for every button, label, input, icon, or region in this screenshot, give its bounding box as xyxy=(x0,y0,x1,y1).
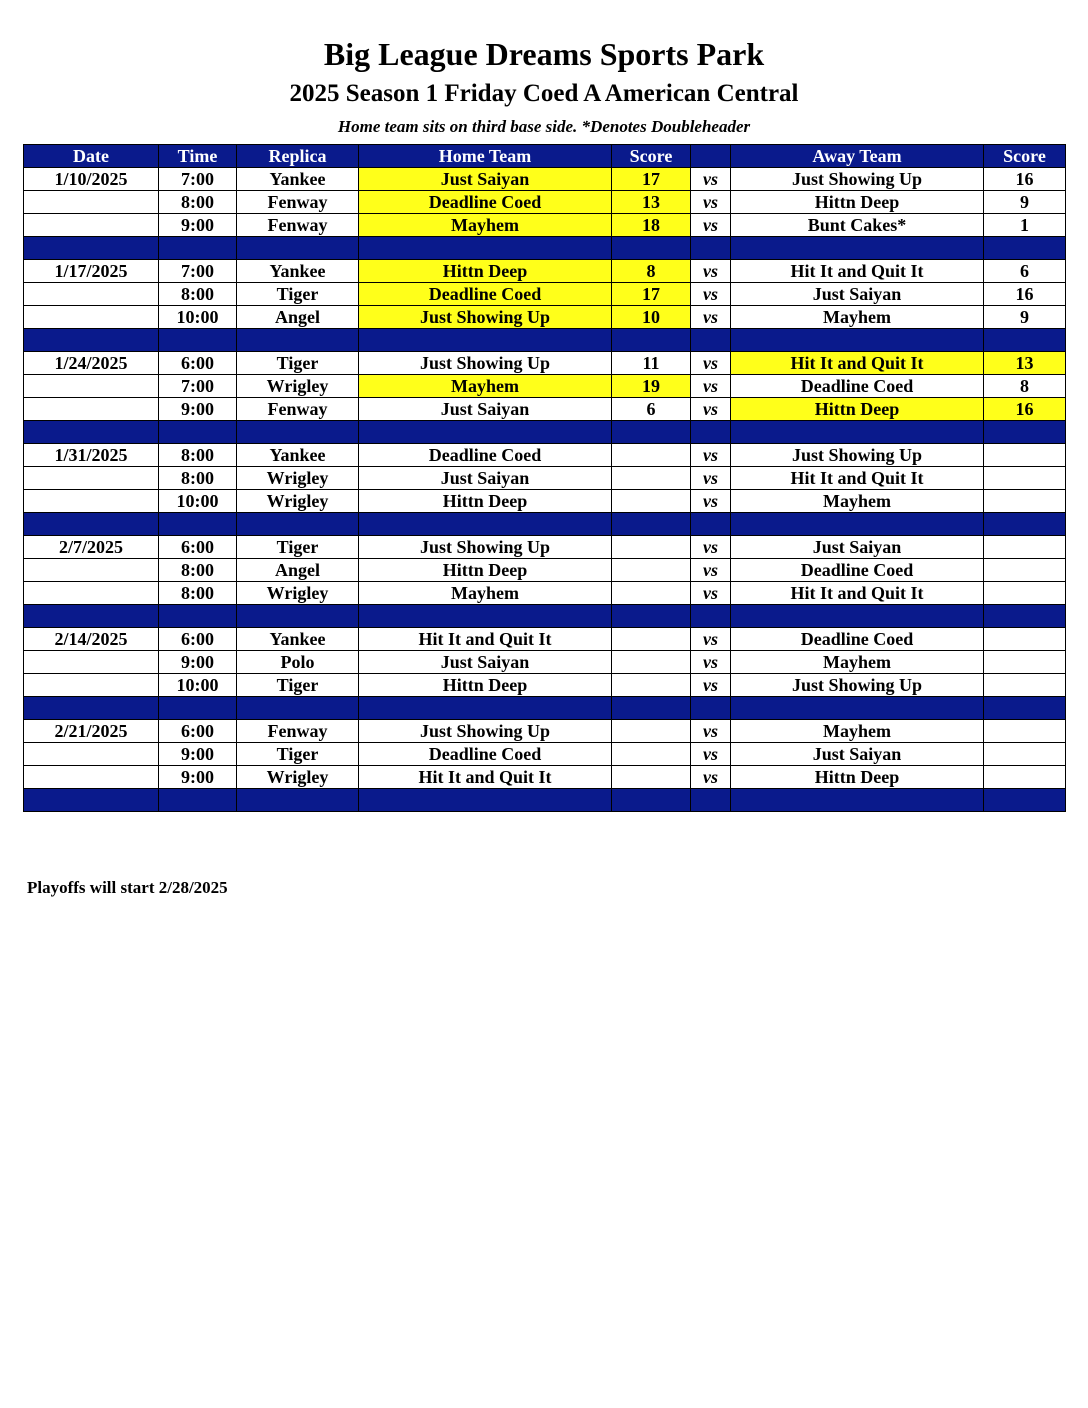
separator-cell xyxy=(159,329,237,352)
game-time: 6:00 xyxy=(159,352,237,375)
home-score xyxy=(612,536,691,559)
home-team: Just Showing Up xyxy=(359,536,612,559)
game-time: 10:00 xyxy=(159,674,237,697)
game-date: 1/10/2025 xyxy=(24,168,159,191)
away-score xyxy=(984,490,1066,513)
separator-cell xyxy=(612,789,691,812)
vs-label: vs xyxy=(691,674,731,697)
home-score: 6 xyxy=(612,398,691,421)
playoffs-note: Playoffs will start 2/28/2025 xyxy=(27,878,228,897)
game-row xyxy=(24,559,1066,582)
game-row xyxy=(24,467,1066,490)
col-header-date: Date xyxy=(24,145,159,168)
separator-cell xyxy=(612,237,691,260)
vs-label: vs xyxy=(691,168,731,191)
game-row xyxy=(24,260,1066,283)
game-row xyxy=(24,283,1066,306)
page-note: Home team sits on third base side. *Denotes Doubleheader xyxy=(337,117,751,136)
game-replica: Angel xyxy=(237,559,359,582)
home-team: Mayhem xyxy=(359,582,612,605)
game-row xyxy=(24,352,1066,375)
separator-cell xyxy=(237,513,359,536)
game-time: 7:00 xyxy=(159,260,237,283)
away-score: 8 xyxy=(984,375,1066,398)
game-date xyxy=(24,582,159,605)
page-subtitle: 2025 Season 1 Friday Coed A American Central xyxy=(289,80,799,107)
separator-cell xyxy=(159,237,237,260)
schedule-table xyxy=(23,144,1066,812)
header-row xyxy=(24,145,1066,168)
vs-label: vs xyxy=(691,490,731,513)
home-score: 17 xyxy=(612,168,691,191)
vs-label: vs xyxy=(691,559,731,582)
game-date xyxy=(24,191,159,214)
separator-cell xyxy=(24,421,159,444)
game-replica: Tiger xyxy=(237,352,359,375)
home-team: Hittn Deep xyxy=(359,260,612,283)
away-score: 16 xyxy=(984,398,1066,421)
home-score xyxy=(612,582,691,605)
vs-label: vs xyxy=(691,766,731,789)
game-date: 2/21/2025 xyxy=(24,720,159,743)
game-replica: Yankee xyxy=(237,260,359,283)
away-score xyxy=(984,674,1066,697)
game-row xyxy=(24,651,1066,674)
game-replica: Tiger xyxy=(237,674,359,697)
separator-cell xyxy=(359,329,612,352)
game-row xyxy=(24,766,1066,789)
game-date xyxy=(24,467,159,490)
vs-label: vs xyxy=(691,720,731,743)
game-date xyxy=(24,214,159,237)
away-score xyxy=(984,766,1066,789)
separator-cell xyxy=(359,237,612,260)
game-date xyxy=(24,490,159,513)
separator-cell xyxy=(24,513,159,536)
home-score: 13 xyxy=(612,191,691,214)
home-score xyxy=(612,766,691,789)
home-team: Deadline Coed xyxy=(359,283,612,306)
separator-cell xyxy=(731,697,984,720)
separator-cell xyxy=(24,697,159,720)
separator-cell xyxy=(612,513,691,536)
away-team: Deadline Coed xyxy=(731,559,984,582)
separator-cell xyxy=(237,329,359,352)
away-score xyxy=(984,582,1066,605)
away-score xyxy=(984,651,1066,674)
home-team: Deadline Coed xyxy=(359,743,612,766)
week-separator-row xyxy=(24,789,1066,812)
separator-cell xyxy=(731,329,984,352)
game-row xyxy=(24,720,1066,743)
col-header-home-team: Home Team xyxy=(359,145,612,168)
separator-cell xyxy=(984,697,1066,720)
separator-cell xyxy=(984,513,1066,536)
home-score xyxy=(612,628,691,651)
home-team: Hittn Deep xyxy=(359,559,612,582)
away-team: Hittn Deep xyxy=(731,766,984,789)
vs-label: vs xyxy=(691,283,731,306)
game-row xyxy=(24,375,1066,398)
game-time: 9:00 xyxy=(159,743,237,766)
game-date xyxy=(24,398,159,421)
home-team: Hit It and Quit It xyxy=(359,628,612,651)
col-header-home-score: Score xyxy=(612,145,691,168)
game-time: 9:00 xyxy=(159,766,237,789)
home-score: 10 xyxy=(612,306,691,329)
separator-cell xyxy=(159,789,237,812)
separator-cell xyxy=(984,329,1066,352)
separator-cell xyxy=(359,421,612,444)
away-score xyxy=(984,743,1066,766)
vs-label: vs xyxy=(691,628,731,651)
game-time: 10:00 xyxy=(159,490,237,513)
game-time: 8:00 xyxy=(159,467,237,490)
game-date xyxy=(24,651,159,674)
away-score xyxy=(984,628,1066,651)
vs-label: vs xyxy=(691,375,731,398)
home-score xyxy=(612,490,691,513)
home-team: Just Showing Up xyxy=(359,352,612,375)
game-time: 8:00 xyxy=(159,191,237,214)
game-time: 9:00 xyxy=(159,651,237,674)
separator-cell xyxy=(359,605,612,628)
home-team: Deadline Coed xyxy=(359,444,612,467)
away-score xyxy=(984,559,1066,582)
separator-cell xyxy=(237,697,359,720)
game-time: 9:00 xyxy=(159,398,237,421)
away-score: 9 xyxy=(984,191,1066,214)
away-score: 16 xyxy=(984,168,1066,191)
home-score xyxy=(612,743,691,766)
home-team: Just Saiyan xyxy=(359,398,612,421)
game-row xyxy=(24,674,1066,697)
separator-cell xyxy=(691,605,731,628)
game-date xyxy=(24,766,159,789)
away-team: Just Saiyan xyxy=(731,283,984,306)
week-separator-row xyxy=(24,421,1066,444)
game-time: 8:00 xyxy=(159,559,237,582)
separator-cell xyxy=(237,237,359,260)
away-score xyxy=(984,467,1066,490)
vs-label: vs xyxy=(691,651,731,674)
week-separator-row xyxy=(24,697,1066,720)
game-replica: Yankee xyxy=(237,628,359,651)
away-score: 9 xyxy=(984,306,1066,329)
separator-cell xyxy=(691,697,731,720)
col-header-time: Time xyxy=(159,145,237,168)
game-row xyxy=(24,398,1066,421)
away-team: Hittn Deep xyxy=(731,398,984,421)
home-team: Just Saiyan xyxy=(359,651,612,674)
away-team: Hit It and Quit It xyxy=(731,582,984,605)
page-title: Big League Dreams Sports Park xyxy=(323,36,765,72)
game-row xyxy=(24,191,1066,214)
game-replica: Fenway xyxy=(237,720,359,743)
separator-cell xyxy=(984,237,1066,260)
away-team: Just Showing Up xyxy=(731,674,984,697)
game-replica: Polo xyxy=(237,651,359,674)
vs-label: vs xyxy=(691,582,731,605)
game-time: 6:00 xyxy=(159,628,237,651)
separator-cell xyxy=(691,237,731,260)
separator-cell xyxy=(731,237,984,260)
week-separator-row xyxy=(24,513,1066,536)
game-replica: Tiger xyxy=(237,283,359,306)
game-time: 6:00 xyxy=(159,720,237,743)
away-team: Just Showing Up xyxy=(731,444,984,467)
week-separator-row xyxy=(24,605,1066,628)
separator-cell xyxy=(691,329,731,352)
home-score: 19 xyxy=(612,375,691,398)
separator-cell xyxy=(159,697,237,720)
away-score xyxy=(984,720,1066,743)
home-team: Hittn Deep xyxy=(359,490,612,513)
game-date: 1/17/2025 xyxy=(24,260,159,283)
game-replica: Wrigley xyxy=(237,490,359,513)
separator-cell xyxy=(359,697,612,720)
vs-label: vs xyxy=(691,214,731,237)
separator-cell xyxy=(359,789,612,812)
week-separator-row xyxy=(24,237,1066,260)
away-team: Deadline Coed xyxy=(731,375,984,398)
game-row xyxy=(24,536,1066,559)
away-team: Just Saiyan xyxy=(731,743,984,766)
separator-cell xyxy=(984,605,1066,628)
away-team: Mayhem xyxy=(731,651,984,674)
away-team: Hittn Deep xyxy=(731,191,984,214)
separator-cell xyxy=(691,513,731,536)
game-replica: Tiger xyxy=(237,743,359,766)
col-header-away-team: Away Team xyxy=(731,145,984,168)
game-row xyxy=(24,743,1066,766)
game-date xyxy=(24,283,159,306)
away-team: Mayhem xyxy=(731,720,984,743)
home-score xyxy=(612,674,691,697)
game-row xyxy=(24,582,1066,605)
game-date xyxy=(24,743,159,766)
separator-cell xyxy=(612,697,691,720)
game-time: 7:00 xyxy=(159,375,237,398)
game-row xyxy=(24,306,1066,329)
vs-label: vs xyxy=(691,444,731,467)
separator-cell xyxy=(237,789,359,812)
game-date: 2/14/2025 xyxy=(24,628,159,651)
separator-cell xyxy=(984,421,1066,444)
away-team: Just Showing Up xyxy=(731,168,984,191)
home-team: Deadline Coed xyxy=(359,191,612,214)
home-score xyxy=(612,559,691,582)
game-date: 1/31/2025 xyxy=(24,444,159,467)
away-team: Deadline Coed xyxy=(731,628,984,651)
game-date xyxy=(24,375,159,398)
col-header-replica: Replica xyxy=(237,145,359,168)
separator-cell xyxy=(691,421,731,444)
away-team: Hit It and Quit It xyxy=(731,352,984,375)
separator-cell xyxy=(24,789,159,812)
separator-cell xyxy=(984,789,1066,812)
game-replica: Yankee xyxy=(237,168,359,191)
home-score xyxy=(612,467,691,490)
game-row xyxy=(24,214,1066,237)
vs-label: vs xyxy=(691,398,731,421)
vs-label: vs xyxy=(691,467,731,490)
separator-cell xyxy=(731,789,984,812)
away-score: 6 xyxy=(984,260,1066,283)
home-score: 18 xyxy=(612,214,691,237)
vs-label: vs xyxy=(691,536,731,559)
game-time: 8:00 xyxy=(159,444,237,467)
separator-cell xyxy=(731,513,984,536)
home-score: 17 xyxy=(612,283,691,306)
home-score xyxy=(612,444,691,467)
home-team: Just Saiyan xyxy=(359,467,612,490)
game-replica: Angel xyxy=(237,306,359,329)
separator-cell xyxy=(612,605,691,628)
away-score: 16 xyxy=(984,283,1066,306)
home-team: Just Showing Up xyxy=(359,720,612,743)
separator-cell xyxy=(612,421,691,444)
away-team: Hit It and Quit It xyxy=(731,260,984,283)
separator-cell xyxy=(237,421,359,444)
away-team: Just Saiyan xyxy=(731,536,984,559)
game-replica: Fenway xyxy=(237,191,359,214)
game-replica: Wrigley xyxy=(237,375,359,398)
home-team: Hit It and Quit It xyxy=(359,766,612,789)
home-team: Hittn Deep xyxy=(359,674,612,697)
col-header-vs xyxy=(691,145,731,168)
home-team: Just Saiyan xyxy=(359,168,612,191)
separator-cell xyxy=(612,329,691,352)
game-date xyxy=(24,306,159,329)
game-replica: Wrigley xyxy=(237,766,359,789)
home-score xyxy=(612,651,691,674)
game-date: 1/24/2025 xyxy=(24,352,159,375)
separator-cell xyxy=(237,605,359,628)
vs-label: vs xyxy=(691,306,731,329)
game-replica: Tiger xyxy=(237,536,359,559)
away-team: Mayhem xyxy=(731,306,984,329)
col-header-away-score: Score xyxy=(984,145,1066,168)
home-team: Just Showing Up xyxy=(359,306,612,329)
separator-cell xyxy=(159,605,237,628)
away-team: Mayhem xyxy=(731,490,984,513)
separator-cell xyxy=(159,421,237,444)
vs-label: vs xyxy=(691,352,731,375)
game-time: 10:00 xyxy=(159,306,237,329)
vs-label: vs xyxy=(691,191,731,214)
game-replica: Fenway xyxy=(237,398,359,421)
separator-cell xyxy=(359,513,612,536)
game-replica: Yankee xyxy=(237,444,359,467)
game-time: 8:00 xyxy=(159,582,237,605)
separator-cell xyxy=(731,605,984,628)
vs-label: vs xyxy=(691,743,731,766)
week-separator-row xyxy=(24,329,1066,352)
separator-cell xyxy=(159,513,237,536)
away-team: Hit It and Quit It xyxy=(731,467,984,490)
separator-cell xyxy=(731,421,984,444)
game-row xyxy=(24,444,1066,467)
game-time: 7:00 xyxy=(159,168,237,191)
game-date xyxy=(24,674,159,697)
separator-cell xyxy=(24,237,159,260)
away-score: 1 xyxy=(984,214,1066,237)
game-row xyxy=(24,168,1066,191)
game-replica: Wrigley xyxy=(237,582,359,605)
away-score xyxy=(984,444,1066,467)
home-score: 11 xyxy=(612,352,691,375)
game-row xyxy=(24,490,1066,513)
game-replica: Fenway xyxy=(237,214,359,237)
game-row xyxy=(24,628,1066,651)
away-score: 13 xyxy=(984,352,1066,375)
home-score: 8 xyxy=(612,260,691,283)
away-score xyxy=(984,536,1066,559)
game-time: 9:00 xyxy=(159,214,237,237)
game-time: 6:00 xyxy=(159,536,237,559)
game-date xyxy=(24,559,159,582)
separator-cell xyxy=(691,789,731,812)
home-team: Mayhem xyxy=(359,214,612,237)
game-date: 2/7/2025 xyxy=(24,536,159,559)
home-team: Mayhem xyxy=(359,375,612,398)
vs-label: vs xyxy=(691,260,731,283)
schedule-body xyxy=(24,168,1066,812)
separator-cell xyxy=(24,329,159,352)
home-score xyxy=(612,720,691,743)
away-team: Bunt Cakes* xyxy=(731,214,984,237)
game-replica: Wrigley xyxy=(237,467,359,490)
game-time: 8:00 xyxy=(159,283,237,306)
separator-cell xyxy=(24,605,159,628)
